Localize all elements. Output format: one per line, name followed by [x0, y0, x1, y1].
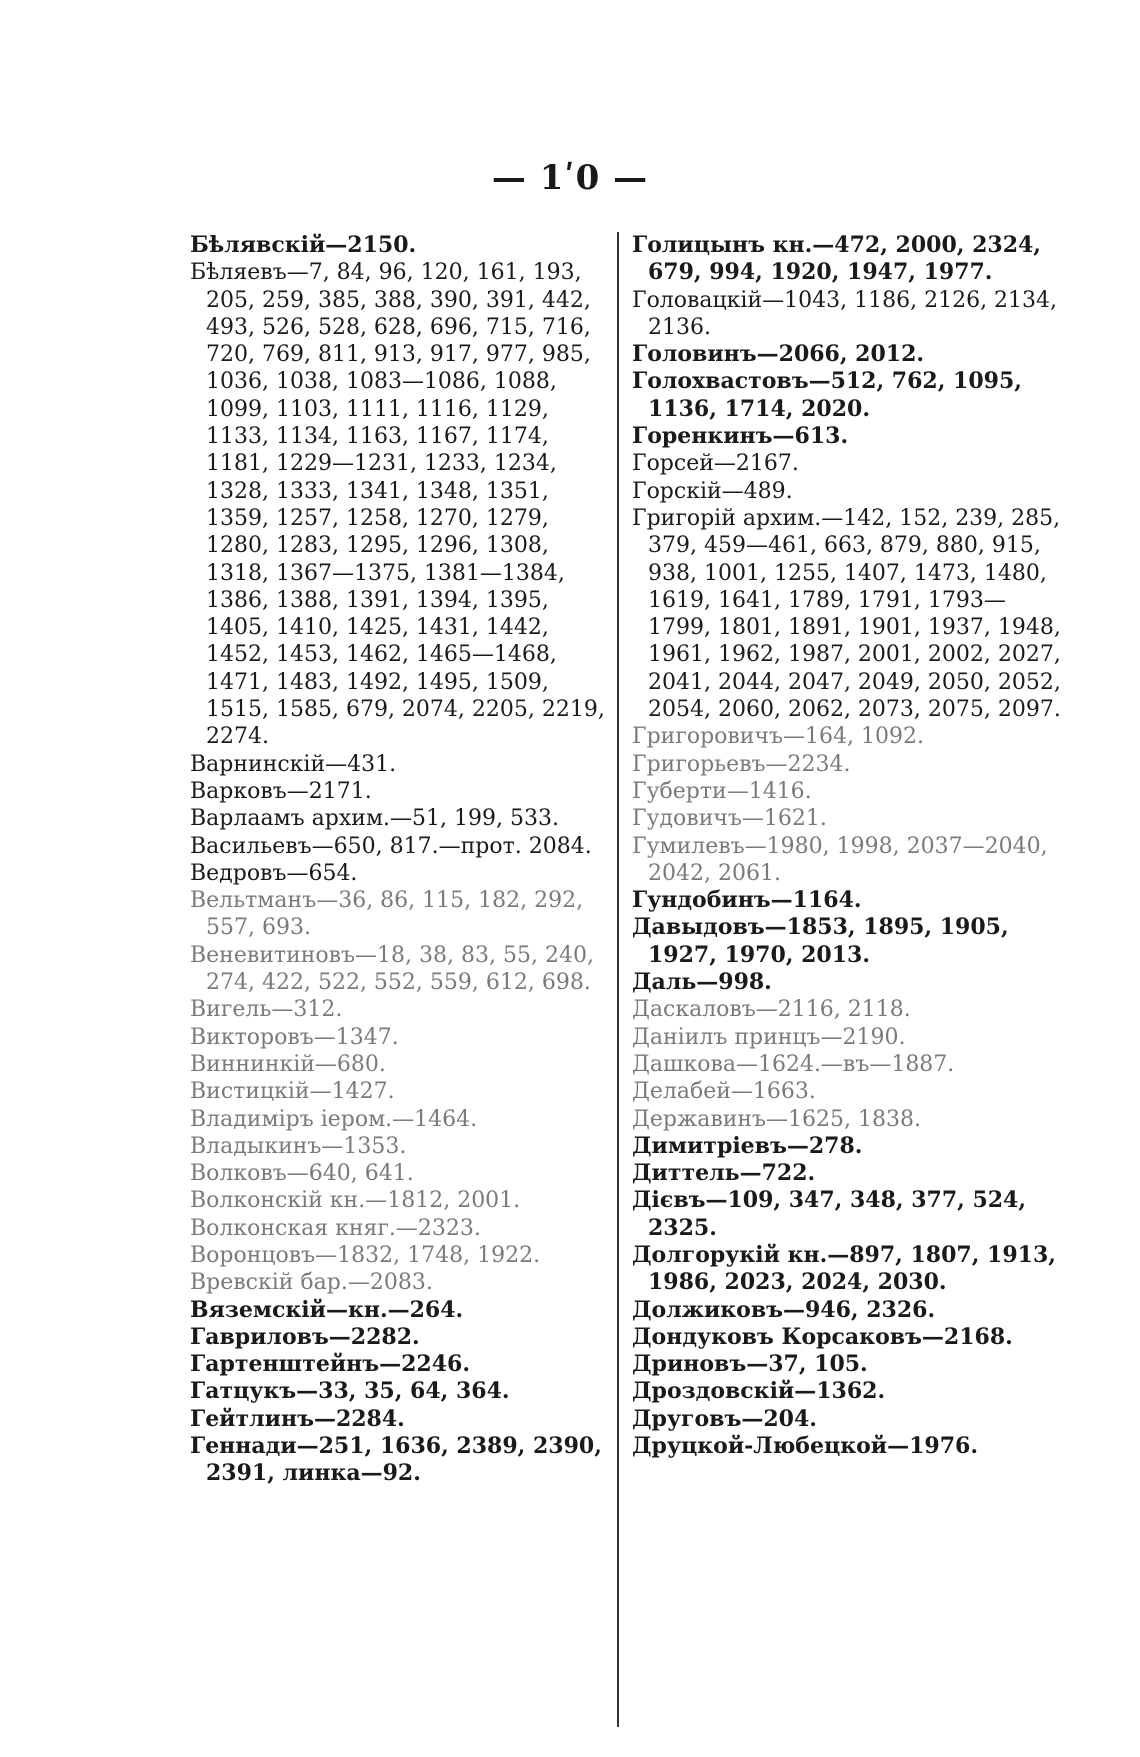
index-entry: Гартенштейнъ—2246.	[190, 1351, 471, 1378]
index-entry: Варлаамъ архим.—51, 199, 533.	[190, 806, 559, 832]
index-entry: Григоровичъ—164, 1092.	[632, 724, 924, 750]
index-entry: Гумилевъ—1980, 1998, 2037—2040, 2042, 2061.	[632, 833, 1048, 886]
index-entry: Владыкинъ—1353.	[190, 1133, 407, 1159]
index-entry: Горсей—2167.	[632, 451, 799, 477]
index-entry: Гундобинъ—1164.	[632, 887, 862, 914]
index-entry: Должиковъ—946, 2326.	[632, 1296, 936, 1323]
index-entry: Владиміръ іером.—1464.	[190, 1106, 478, 1132]
index-entry: Варковъ—2171.	[190, 778, 372, 804]
index-entry: Ведровъ—654.	[190, 860, 358, 886]
index-entry: Гейтлинъ—2284.	[190, 1405, 405, 1432]
index-entry: Викторовъ—1347.	[190, 1024, 399, 1050]
index-entry: Волконская княг.—2323.	[190, 1215, 481, 1241]
index-entry: Друцкой-Любецкой—1976.	[632, 1433, 978, 1460]
index-entry: Григорій архим.—142, 152, 239, 285, 379, 459—461, 663, 879, 880, 915, 938, 1001, 1255, 1407, 1473, 1480, 1619, 1641, 1789, 1791, 1793—1799, 1801, 1891, 1901, 1937, 1948, 1961, 1962, 1987, 2001, 2002, 2027, 2041, 2044, 2047, 2049, 2050, 2052, 2054, 2060, 2062, 2073, 2075, 2097.	[632, 505, 1061, 723]
index-entry: Головинъ—2066, 2012.	[632, 341, 925, 368]
index-entry: Давыдовъ—1853, 1895, 1905, 1927, 1970, 2013.	[632, 914, 1009, 968]
index-entry: Васильевъ—650, 817.—прот. 2084.	[190, 833, 592, 859]
index-entry: Долгорукій кн.—897, 1807, 1913, 1986, 2023, 2024, 2030.	[632, 1241, 1056, 1296]
index-entry: Виннинкій—680.	[190, 1051, 386, 1077]
index-entry: Горскій—489.	[632, 478, 793, 504]
index-entry: Державинъ—1625, 1838.	[632, 1106, 922, 1132]
index-entry: Вельтманъ—36, 86, 115, 182, 292, 557, 693.	[190, 888, 584, 941]
index-entry: Губерти—1416.	[632, 778, 812, 804]
index-entry: Гавриловъ—2282.	[190, 1323, 420, 1350]
index-entry: Головацкій—1043, 1186, 2126, 2134, 2136.	[632, 287, 1058, 340]
index-entry: Даль—998.	[632, 969, 772, 996]
index-entry: Димитріевъ—278.	[632, 1132, 863, 1159]
index-entry: Даніилъ принцъ—2190.	[632, 1024, 906, 1050]
index-entry: Вревскій бар.—2083.	[190, 1270, 433, 1296]
index-entry: Дондуковъ Корсаковъ—2168.	[632, 1323, 1013, 1350]
index-entry: Бѣляевъ—7, 84, 96, 120, 161, 193, 205, 259, 385, 388, 390, 391, 442, 493, 526, 528, 628, 696, 715, 716, 720, 769, 811, 913, 917, 977, 985, 1036, 1038, 1083—1086, 1088, 1099, 1103, 1111, 1116, 1129, 1133, 1134, 1163, 1167, 1174, 1181, 1229—1231, 1233, 1234, 1328, 1333, 1341, 1348, 1351, 1359, 1257, 1258, 1270, 1279, 1280, 1283, 1295, 1296, 1308, 1318, 1367—1375, 1381—1384, 1386, 1388, 1391, 1394, 1395, 1405, 1410, 1425, 1431, 1442, 1452, 1453, 1462, 1465—1468, 1471, 1483, 1492, 1495, 1509, 1515, 1585, 679, 2074, 2205, 2219, 2274.	[190, 260, 605, 750]
index-column-left	[190, 232, 610, 1488]
index-entry: Диттель—722.	[632, 1160, 816, 1187]
index-entry: Дроздовскій—1362.	[632, 1378, 886, 1405]
index-entry: Дієвъ—109, 347, 348, 377, 524, 2325.	[632, 1187, 1027, 1241]
index-entry: Делабей—1663.	[632, 1079, 816, 1105]
index-entry: Голохвастовъ—512, 762, 1095, 1136, 1714, 2020.	[632, 368, 1022, 422]
index-entry: Гатцукъ—33, 35, 64, 364.	[190, 1378, 510, 1405]
index-entry: Дашкова—1624.—въ—1887.	[632, 1051, 955, 1077]
index-entry: Бѣлявскій—2150.	[190, 232, 417, 258]
column-divider	[617, 232, 619, 1727]
index-entry: Гудовичъ—1621.	[632, 806, 827, 832]
index-entry: Веневитиновъ—18, 38, 83, 55, 240, 274, 422, 522, 552, 559, 612, 698.	[190, 942, 594, 996]
index-entry: Волковъ—640, 641.	[190, 1161, 414, 1187]
page-number: — 1ʹ0 —	[491, 158, 649, 198]
index-entry: Дриновъ—37, 105.	[632, 1351, 868, 1378]
index-entry: Горенкинъ—613.	[632, 423, 849, 450]
index-entry: Григорьевъ—2234.	[632, 751, 851, 777]
index-entry: Друговъ—204.	[632, 1405, 817, 1432]
index-entry: Голицынъ кн.—472, 2000, 2324, 679, 994, 1920, 1947, 1977.	[632, 232, 1041, 286]
index-entry: Вигель—312.	[190, 997, 343, 1023]
index-entry: Вистицкій—1427.	[190, 1079, 395, 1105]
index-entry: Варнинскій—431.	[190, 751, 397, 777]
index-entry: Вяземскій—кн.—264.	[190, 1296, 464, 1323]
index-column-right	[632, 232, 1062, 1460]
index-entry: Воронцовъ—1832, 1748, 1922.	[190, 1242, 541, 1268]
index-entry: Даскаловъ—2116, 2118.	[632, 997, 911, 1023]
index-entry: Геннади—251, 1636, 2389, 2390, 2391, линка—92.	[190, 1433, 602, 1487]
index-entry: Волконскій кн.—1812, 2001.	[190, 1188, 521, 1214]
